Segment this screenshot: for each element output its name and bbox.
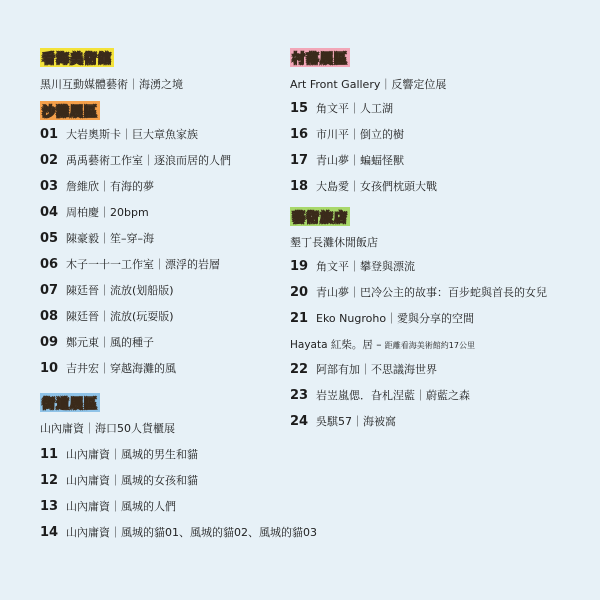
list-item <box>40 360 176 376</box>
item-number: 20 <box>290 285 309 300</box>
list-item <box>40 204 149 220</box>
item-number: 11 <box>40 447 59 462</box>
item-number: 03 <box>40 179 59 194</box>
item-number: 10 <box>40 361 59 376</box>
list-item <box>40 282 174 298</box>
item-number: 07 <box>40 283 59 298</box>
item-number: 06 <box>40 257 59 272</box>
item-text: 山內庸資｜風城的女孩和貓 <box>66 474 198 487</box>
section-heading-street: 街道展區 <box>40 393 100 412</box>
list-item <box>290 413 396 429</box>
list-item <box>40 256 220 272</box>
list-item <box>290 387 470 403</box>
hayata-hotel-line <box>290 337 475 352</box>
item-text: 吉井宏｜穿越海灘的風 <box>66 362 176 375</box>
item-text: 鄭元東｜風的種子 <box>66 336 154 349</box>
item-text: 陳廷晉｜流放(玩耍版) <box>66 310 174 323</box>
item-text: 青山夢｜巴冷公主的故事：百步蛇與首長的女兒 <box>316 286 547 299</box>
item-text: 大島愛｜女孩們枕頭大戰 <box>316 180 437 193</box>
item-text: 山內庸資｜風城的男生和貓 <box>66 448 198 461</box>
item-number: 24 <box>290 414 309 429</box>
item-text: 阿部有加｜不思議海世界 <box>316 363 437 376</box>
list-item <box>40 334 154 350</box>
list-item <box>290 100 393 116</box>
item-text: 市川平｜倒立的樹 <box>316 128 404 141</box>
item-number: 12 <box>40 473 59 488</box>
item-number: 04 <box>40 205 59 220</box>
item-number: 14 <box>40 525 59 540</box>
list-item <box>40 178 154 194</box>
item-text: 陳廷晉｜流放(划船版) <box>66 284 174 297</box>
item-text: 角文平｜攀登與漂流 <box>316 260 415 273</box>
item-number: 22 <box>290 362 309 377</box>
section-intro: 墾丁長灘休閒飯店 <box>290 236 378 249</box>
item-text: 青山夢｜蝙蝠怪獸 <box>316 154 404 167</box>
item-text: 吳騏57｜海被窩 <box>316 415 396 428</box>
section-heading-village: 村落展區 <box>290 48 350 67</box>
item-number: 08 <box>40 309 59 324</box>
list-item <box>290 178 437 194</box>
item-text: 周柏慶｜20bpm <box>66 206 149 219</box>
item-text: 禹禹藝術工作室｜逐浪而居的人們 <box>66 154 231 167</box>
item-number: 23 <box>290 388 309 403</box>
item-number: 01 <box>40 127 59 142</box>
list-item <box>40 446 198 462</box>
item-text: 山內庸資｜風城的人們 <box>66 500 176 513</box>
list-item <box>290 361 437 377</box>
list-item <box>290 258 415 274</box>
item-text: 陳豪毅｜笙–穿–海 <box>66 232 154 245</box>
item-text: 山內庸資｜風城的貓01、風城的貓02、風城的貓03 <box>66 526 317 539</box>
item-number: 13 <box>40 499 59 514</box>
list-item <box>290 152 404 168</box>
list-item <box>290 284 547 300</box>
item-text: Eko Nugroho｜愛與分享的空間 <box>316 312 475 325</box>
list-item <box>290 310 474 326</box>
item-text: 木子一十一工作室｜漂浮的岩層 <box>66 258 220 271</box>
item-text: 詹維欣｜有海的夢 <box>66 180 154 193</box>
item-number: 19 <box>290 259 309 274</box>
section-heading-beach: 沙灘展區 <box>40 101 100 120</box>
list-item <box>40 230 154 246</box>
item-number: 16 <box>290 127 309 142</box>
hayata-distance-note: 距離看海美術館約17公里 <box>384 341 475 350</box>
item-text: 角文平｜人工湖 <box>316 102 393 115</box>
item-number: 02 <box>40 153 59 168</box>
item-number: 15 <box>290 101 309 116</box>
list-item <box>40 308 174 324</box>
item-number: 18 <box>290 179 309 194</box>
item-text: 大岩奧斯卡｜巨大章魚家族 <box>66 128 198 141</box>
venue-description: 黑川互動媒體藝術｜海湧之境 <box>40 78 183 91</box>
hayata-hotel-name: Hayata 紅柴。居 – <box>290 339 385 351</box>
venue-heading-sea-art-museum: 看海美術館 <box>40 48 114 67</box>
item-number: 09 <box>40 335 59 350</box>
section-intro: Art Front Gallery｜反響定位展 <box>290 78 447 91</box>
item-number: 21 <box>290 311 309 326</box>
section-intro: 山內庸資｜海口50人貨櫃展 <box>40 422 175 435</box>
list-item <box>40 472 198 488</box>
list-item <box>40 152 231 168</box>
list-item <box>40 498 176 514</box>
item-number: 17 <box>290 153 309 168</box>
list-item <box>290 126 404 142</box>
list-item <box>40 126 198 142</box>
item-text: 岩岦嵐偲．旮札涅藍｜蔚藍之森 <box>316 389 470 402</box>
item-number: 05 <box>40 231 59 246</box>
section-heading-art-hotel: 藝術旅店 <box>290 207 350 226</box>
list-item <box>40 524 317 540</box>
